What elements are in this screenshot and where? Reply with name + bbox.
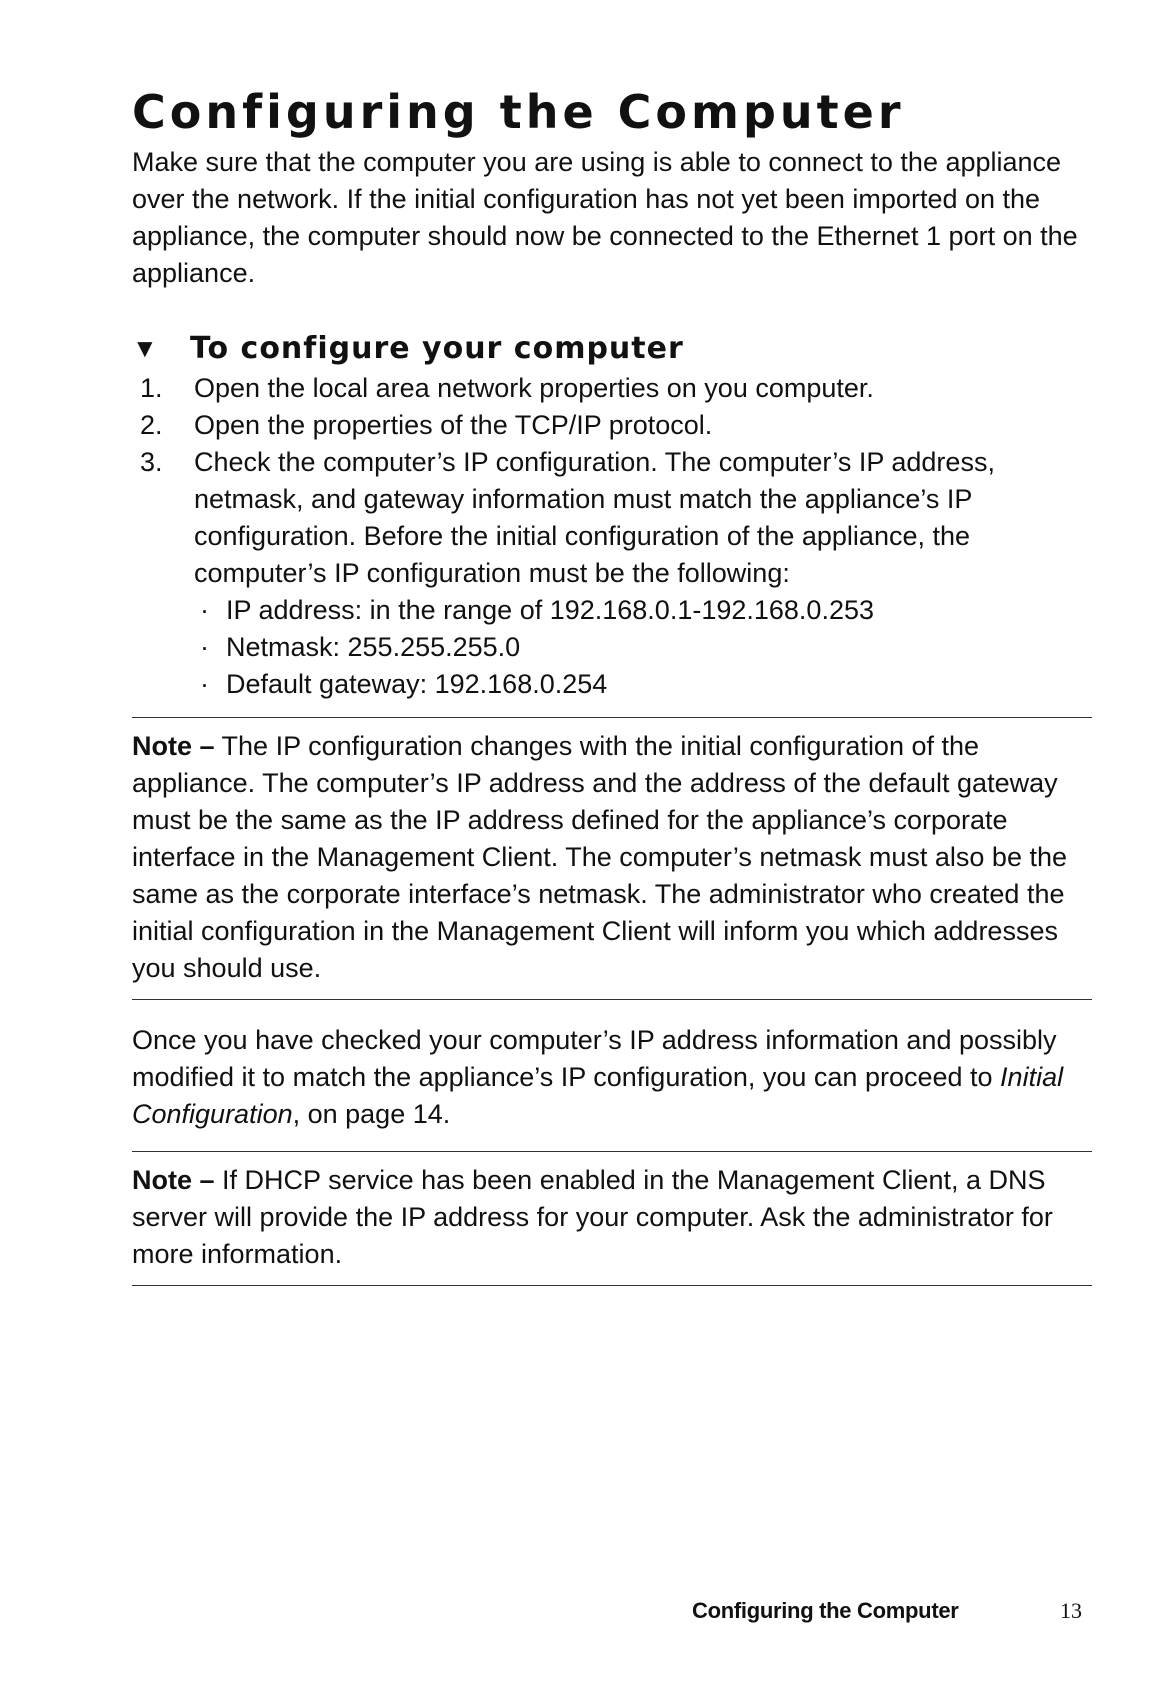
procedure-header (132, 326, 1092, 370)
page-content (132, 80, 1092, 1286)
note-text: The IP configuration changes with the initial configuration of the appliance. The computer’s IP address and the address of the default gateway must be the same as the IP address defined for the appliance’s corporate interface in the Management Client. The computer’s netmask must also be the same as the corporate interface’s netmask. The administrator who created the initial configuration in the Management Client will inform you which addresses you should use. (132, 731, 1067, 983)
step-number: 3. (140, 447, 163, 477)
step-number: 2. (140, 410, 163, 440)
step-number: 1. (140, 373, 163, 403)
bullet-icon: · (200, 595, 209, 625)
bullet-icon: · (200, 669, 209, 699)
divider (132, 1285, 1092, 1286)
intro-paragraph: Make sure that the computer you are using is able to connect to the appliance over the network. If the initial configuration has not yet been imported on the appliance, the computer should now be connected to the Ethernet 1 port on the appliance. (132, 147, 1078, 288)
bullet-icon: · (200, 632, 209, 662)
step-text: Open the local area network properties on you computer. (194, 373, 874, 403)
note-text: If DHCP service has been enabled in the Management Client, a DNS server will provide the IP address for your computer. Ask the administrator for more information. (132, 1165, 1053, 1269)
list-item (132, 370, 1092, 407)
list-item: · Default gateway: 192.168.0.254 (194, 666, 1092, 703)
next-step-paragraph: Once you have checked your computer’s IP address information and possibly modified it to match the appliance’s IP configuration, you can proceed to Initial Configuration, on page 14. (132, 1025, 1064, 1129)
triangle-down-icon: ▼ (132, 333, 158, 363)
list-item: · IP address: in the range of 192.168.0.1-192.168.0.253 (194, 592, 1092, 629)
page-title: Configuring the Computer (132, 85, 905, 139)
step-text: Open the properties of the TCP/IP protocol. (194, 410, 713, 440)
step-text: Check the computer’s IP configuration. The computer’s IP address, netmask, and gateway information must match the appliance’s IP configuration. Before the initial configuration of the appliance, the computer’s IP configuration must be the following: (194, 447, 995, 588)
note-label: Note – (132, 731, 215, 761)
page-footer (692, 1598, 1082, 1624)
list-item (132, 407, 1092, 444)
footer-title: Configuring the Computer (692, 1598, 959, 1623)
note-1 (132, 718, 1092, 999)
note-label: Note – (132, 1165, 215, 1195)
steps-list (132, 370, 1092, 703)
cross-reference-link[interactable]: Initial Configuration (132, 1062, 1064, 1129)
note-2 (132, 1152, 1092, 1285)
procedure-heading: To configure your computer (190, 330, 684, 366)
list-item: · Netmask: 255.255.255.0 (194, 629, 1092, 666)
ip-config-list (194, 592, 1092, 703)
list-item (132, 444, 1092, 703)
page-number: 13 (1060, 1598, 1082, 1623)
